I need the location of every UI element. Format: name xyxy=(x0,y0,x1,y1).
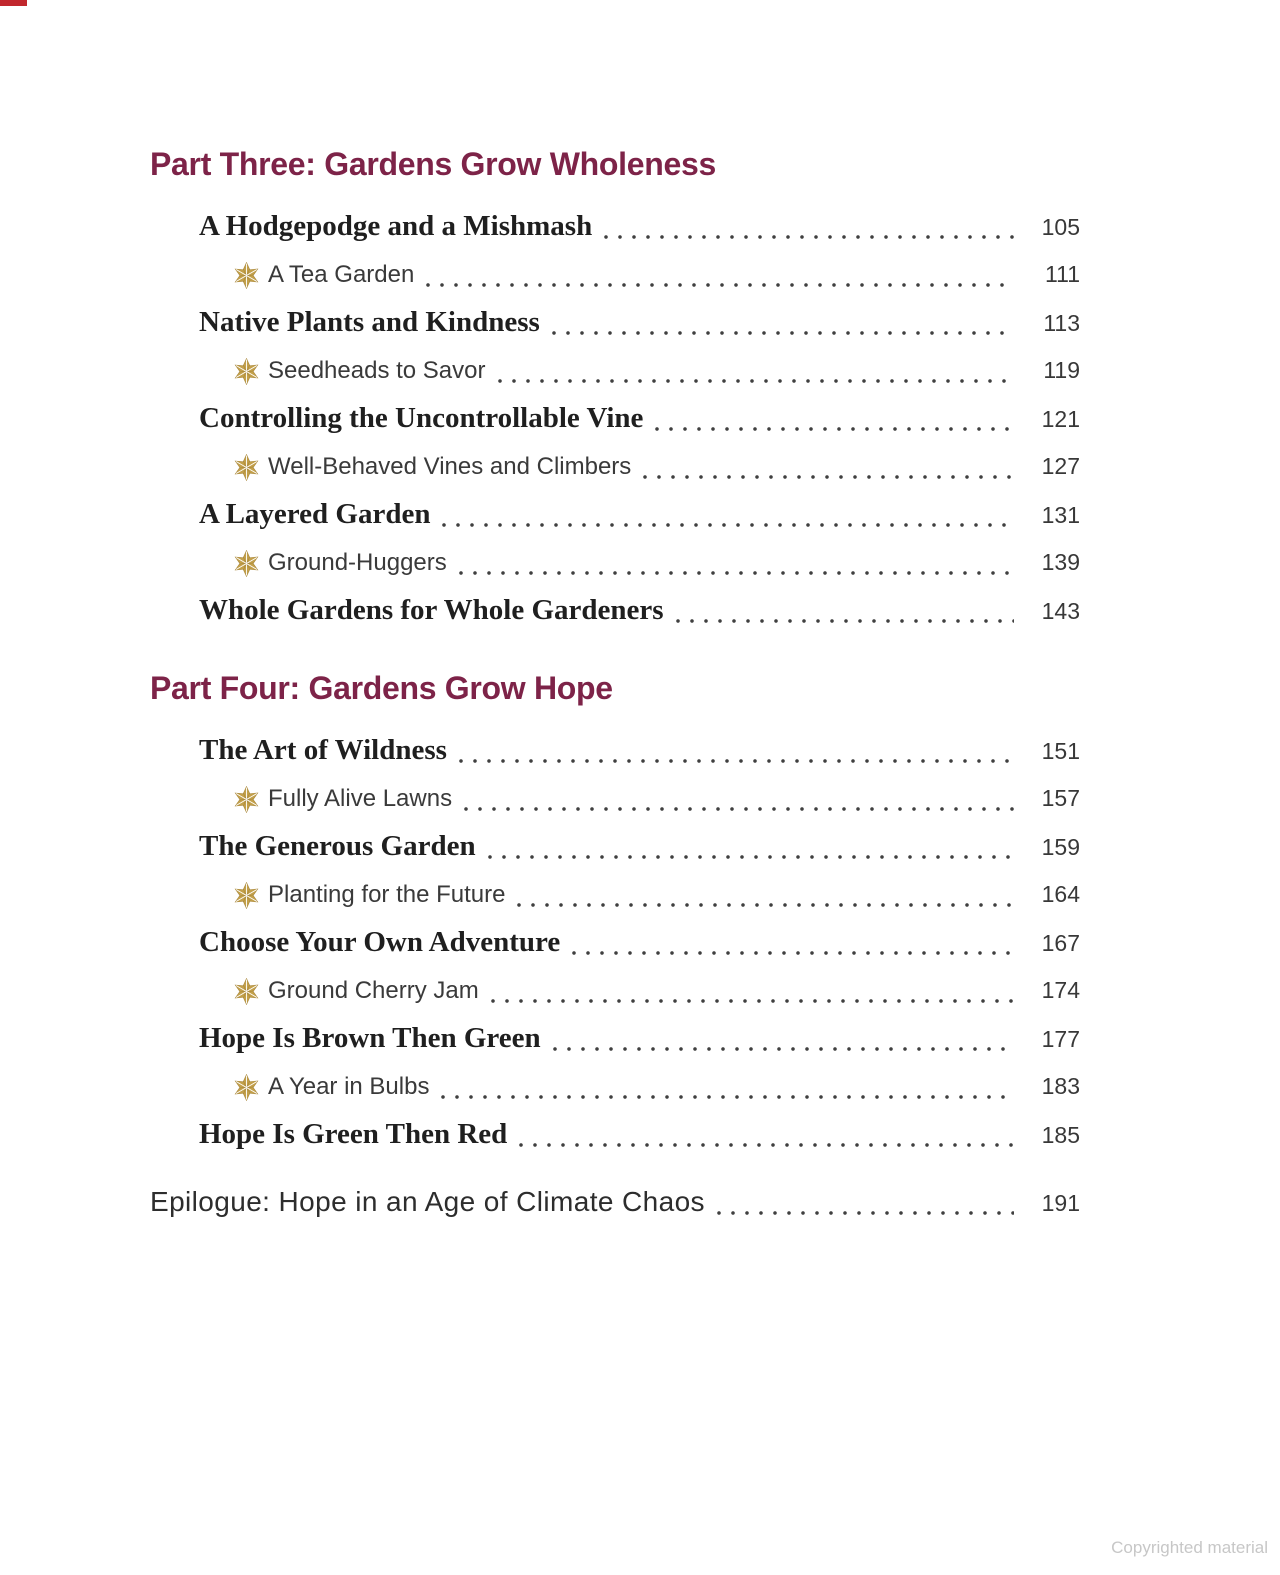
page-number: 105 xyxy=(1041,214,1080,240)
toc-chapter-entry xyxy=(150,394,1080,442)
dot-leader xyxy=(517,870,1014,918)
toc-feature-entry xyxy=(150,966,1080,1014)
page-number: 167 xyxy=(1041,930,1080,956)
page-number: 174 xyxy=(1041,977,1080,1003)
gold-star-snowflake-icon xyxy=(234,978,259,1005)
gold-star-snowflake-icon xyxy=(234,358,259,385)
toc-entry-label: Seedheads to Savor xyxy=(268,357,486,384)
copyright-watermark: Copyrighted material xyxy=(1111,1538,1268,1557)
toc-chapter-entry xyxy=(150,726,1080,774)
toc-chapter-entry xyxy=(150,1110,1080,1158)
dot-leader xyxy=(553,1014,1014,1062)
dot-leader xyxy=(717,1178,1014,1226)
page-number: 157 xyxy=(1041,785,1080,811)
toc-chapter-entry xyxy=(150,822,1080,870)
toc-feature-entry xyxy=(150,1062,1080,1110)
gold-star-snowflake-icon xyxy=(234,882,259,909)
dot-leader xyxy=(655,394,1014,442)
dot-leader xyxy=(441,1062,1014,1110)
page-number: 111 xyxy=(1045,261,1080,287)
toc-entry-label: Choose Your Own Adventure xyxy=(199,926,561,958)
dot-leader xyxy=(464,774,1014,822)
page-number: 177 xyxy=(1041,1026,1080,1052)
toc-entry-label: A Year in Bulbs xyxy=(268,1073,430,1100)
toc-entry-label: Whole Gardens for Whole Gardeners xyxy=(199,594,664,626)
page-number: 164 xyxy=(1041,881,1080,907)
page-number: 151 xyxy=(1041,738,1080,764)
dot-leader xyxy=(491,966,1014,1014)
toc-entry-label: Ground-Huggers xyxy=(268,549,447,576)
dot-leader xyxy=(604,202,1014,250)
page-number: 127 xyxy=(1041,453,1080,479)
dot-leader xyxy=(572,918,1014,966)
table-of-contents-page xyxy=(150,146,1080,1226)
toc-entry-label: Native Plants and Kindness xyxy=(199,306,540,338)
toc-feature-entry xyxy=(150,250,1080,298)
gold-star-snowflake-icon xyxy=(234,262,259,289)
gold-star-snowflake-icon xyxy=(234,550,259,577)
toc-entry-label: Epilogue: Hope in an Age of Climate Chaos xyxy=(150,1186,705,1217)
page-number: 121 xyxy=(1041,406,1080,432)
dot-leader xyxy=(519,1110,1014,1158)
toc-entry-label: Fully Alive Lawns xyxy=(268,785,453,812)
toc-chapter-entry xyxy=(150,586,1080,634)
dot-leader xyxy=(459,726,1014,774)
gold-star-snowflake-icon xyxy=(234,454,259,481)
dot-leader xyxy=(676,586,1014,634)
page-number: 139 xyxy=(1041,549,1080,575)
dot-leader xyxy=(498,346,1015,394)
toc-feature-entry xyxy=(150,774,1080,822)
toc-entry-label: A Layered Garden xyxy=(199,498,431,530)
toc-entry-label: A Hodgepodge and a Mishmash xyxy=(199,210,593,242)
toc xyxy=(150,146,1080,1226)
toc-entry-label: The Generous Garden xyxy=(199,830,476,862)
toc-epilogue-entry xyxy=(150,1178,1080,1226)
part-heading: Part Four: Gardens Grow Hope xyxy=(150,670,613,706)
page-number: 143 xyxy=(1041,598,1080,624)
toc-feature-entry xyxy=(150,538,1080,586)
page-corner-mark xyxy=(0,0,27,6)
dot-leader xyxy=(426,250,1014,298)
toc-chapter-entry xyxy=(150,1014,1080,1062)
page-number: 191 xyxy=(1041,1190,1080,1216)
toc-chapter-entry xyxy=(150,202,1080,250)
toc-entry-label: Hope Is Brown Then Green xyxy=(199,1022,541,1054)
toc-entry-label: Controlling the Uncontrollable Vine xyxy=(199,402,644,434)
page-number: 119 xyxy=(1043,357,1080,383)
dot-leader xyxy=(552,298,1014,346)
toc-entry-label: The Art of Wildness xyxy=(199,734,447,766)
toc-entry-label: Planting for the Future xyxy=(268,881,506,908)
toc-entry-label: Hope Is Green Then Red xyxy=(199,1118,508,1150)
dot-leader xyxy=(643,442,1014,490)
toc-chapter-entry xyxy=(150,490,1080,538)
toc-entry-label: Ground Cherry Jam xyxy=(268,977,479,1004)
page-number: 131 xyxy=(1041,502,1080,528)
page-number: 183 xyxy=(1041,1073,1080,1099)
gold-star-snowflake-icon xyxy=(234,1074,259,1101)
page-number: 113 xyxy=(1043,310,1080,336)
part-heading: Part Three: Gardens Grow Wholeness xyxy=(150,146,716,182)
toc-chapter-entry xyxy=(150,298,1080,346)
toc-chapter-entry xyxy=(150,918,1080,966)
toc-feature-entry xyxy=(150,346,1080,394)
toc-entry-label: A Tea Garden xyxy=(268,261,415,288)
toc-feature-entry xyxy=(150,442,1080,490)
dot-leader xyxy=(442,490,1014,538)
dot-leader xyxy=(488,822,1014,870)
gold-star-snowflake-icon xyxy=(234,786,259,813)
dot-leader xyxy=(459,538,1014,586)
page-number: 185 xyxy=(1041,1122,1080,1148)
toc-feature-entry xyxy=(150,870,1080,918)
toc-entry-label: Well-Behaved Vines and Climbers xyxy=(268,453,632,480)
page-number: 159 xyxy=(1041,834,1080,860)
